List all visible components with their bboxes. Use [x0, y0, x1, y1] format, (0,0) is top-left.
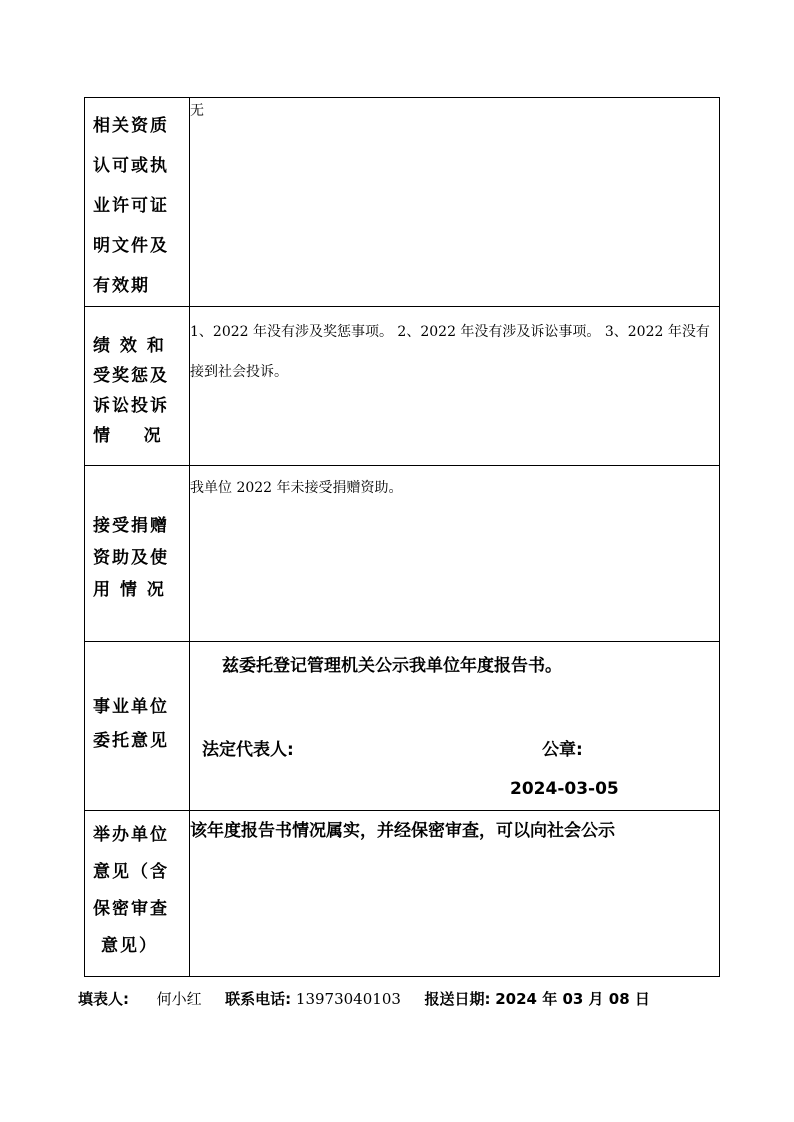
label-line: 明文件及: [93, 236, 169, 256]
performance-content-cell: [190, 307, 720, 466]
legal-representative-label: 法定代表人:: [202, 740, 294, 760]
label-line: 保密审查: [93, 899, 169, 919]
label-line: 用 情 况: [93, 580, 166, 600]
performance-label-cell: [85, 307, 190, 466]
label-line: 委托意见: [93, 731, 169, 751]
donation-text: 我单位 2022 年未接受捐赠资助。: [190, 480, 403, 496]
sponsor-opinion-content-cell: [190, 811, 720, 977]
label-line: 情 况: [93, 426, 163, 446]
entrustment-statement: 兹委托登记管理机关公示我单位年度报告书。: [222, 656, 562, 676]
sponsor-opinion-text: 该年度报告书情况属实，并经保密审查，可以向社会公示: [190, 821, 615, 841]
official-seal-label: 公章:: [542, 740, 583, 760]
label-line: 意见（含: [93, 862, 169, 882]
filler-label: 填表人:: [78, 990, 129, 1008]
label-line: 绩 效 和: [93, 336, 166, 356]
table-row: [85, 98, 720, 307]
entrustment-date: 2024-03-05: [510, 779, 619, 799]
phone-number: 13973040103: [295, 990, 401, 1008]
entrustment-label-cell: [85, 642, 190, 811]
donation-content-cell: [190, 466, 720, 642]
label-line: 有效期: [93, 276, 150, 296]
table-row: [85, 466, 720, 642]
performance-text: 1、2022 年没有涉及奖惩事项。 2、2022 年没有涉及诉讼事项。 3、2022 年没有接到社会投诉。: [190, 324, 710, 380]
entrustment-content-cell: [190, 642, 720, 811]
donation-label-cell: [85, 466, 190, 642]
label-line: 接受捐赠: [93, 516, 169, 536]
qualification-text: 无: [190, 103, 204, 119]
label-line: 事业单位: [93, 697, 169, 717]
table-row: [85, 811, 720, 977]
label-line: 诉讼投诉: [93, 396, 169, 416]
phone-label: 联系电话:: [225, 990, 292, 1008]
table-row: [85, 307, 720, 466]
annual-report-table: [84, 97, 720, 977]
label-line: 相关资质: [93, 116, 169, 136]
footer: [78, 988, 650, 1009]
submission-date: 2024 年 03 月 08 日: [495, 990, 650, 1008]
label-line: 业许可证: [93, 196, 169, 216]
label-line: 认可或执: [93, 156, 169, 176]
table-row: [85, 642, 720, 811]
label-line: 意见）: [101, 936, 158, 956]
filler-name: 何小红: [156, 990, 202, 1008]
qualification-content-cell: [190, 98, 720, 307]
label-line: 举办单位: [93, 825, 169, 845]
label-line: 资助及使: [93, 548, 169, 568]
submission-date-label: 报送日期:: [424, 990, 491, 1008]
qualification-label-cell: [85, 98, 190, 307]
label-line: 受奖惩及: [93, 366, 169, 386]
sponsor-opinion-label-cell: [85, 811, 190, 977]
